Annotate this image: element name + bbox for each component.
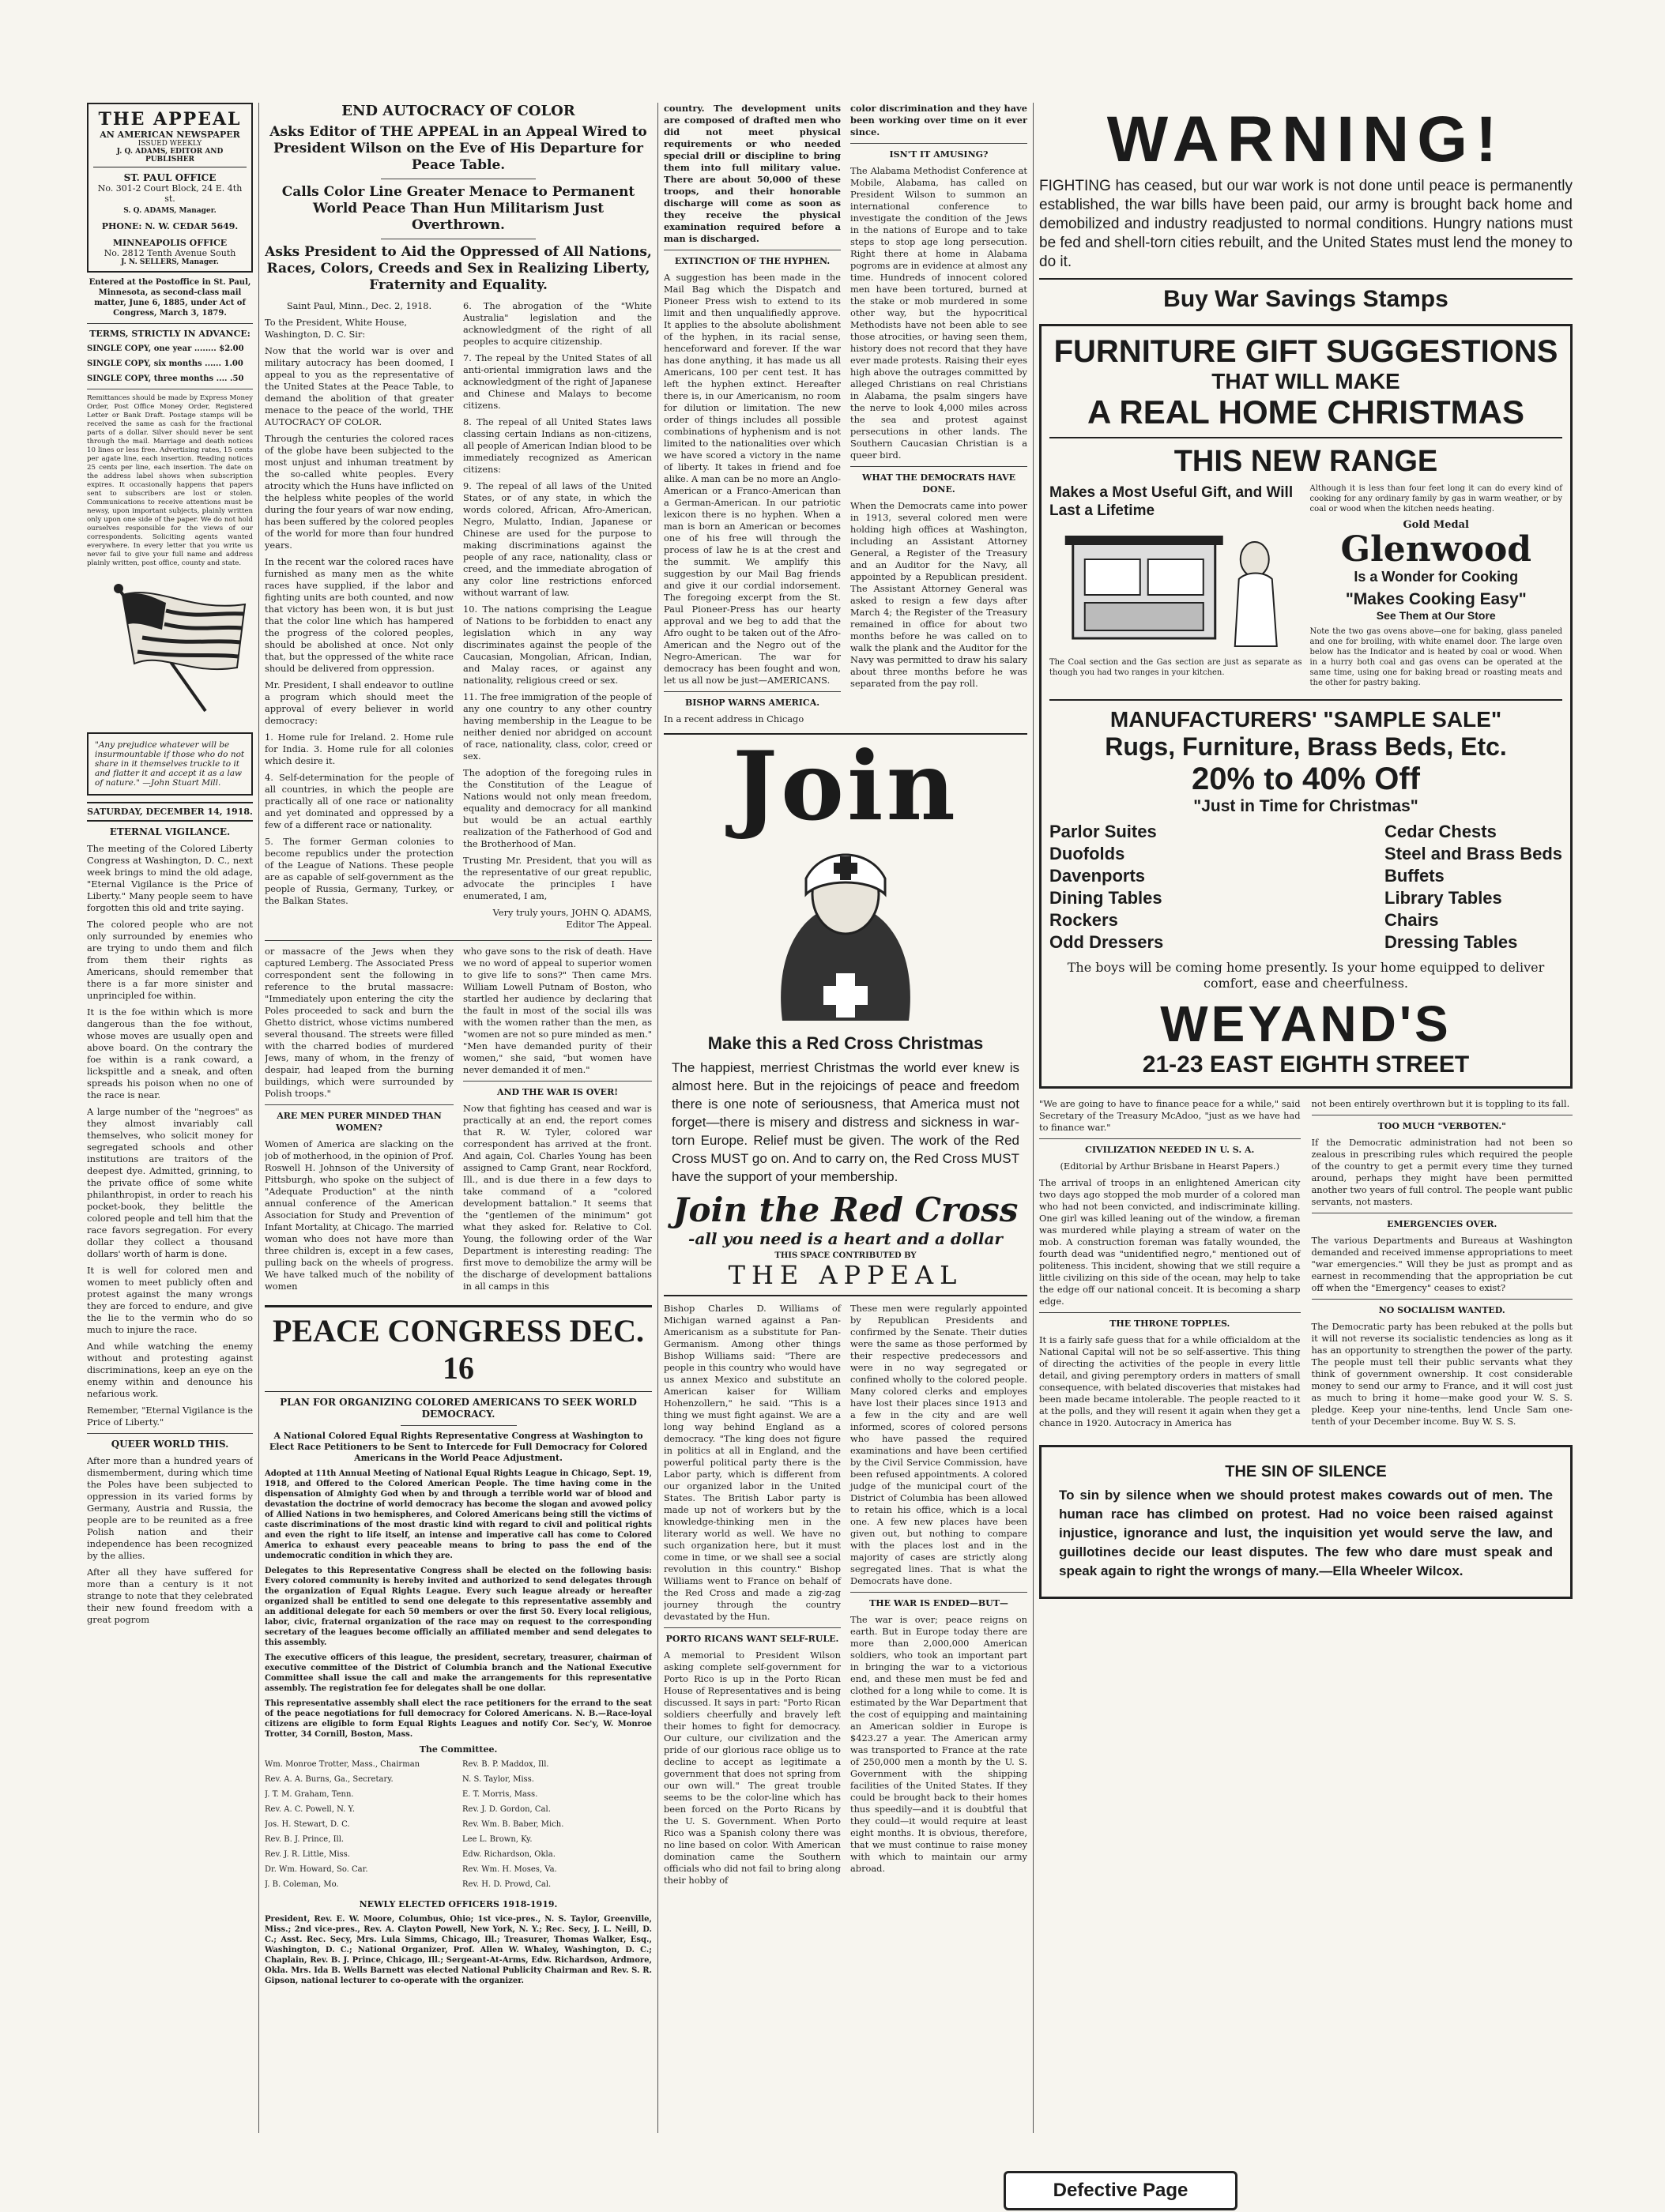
headline-peace-congress: PEACE CONGRESS DEC. 16 <box>265 1305 652 1392</box>
article-paragraph: It is a fairly safe guess that for a while officialdom at the National Capital will not be so self-assertive. This thing of directing the activities of the people in every little detail, and giving peremptory orders in matters of small consequence, with belated discoveries that mistakes had been made became intolerable. The people reacted to it at the polls, and they will resent it again when they get a chance in 1920. Autocracy in America has <box>1039 1334 1301 1428</box>
article-paragraph: The arrival of troops in an enlightened American city two days ago stopped the mob murder of a colored man who had not been convicted, and indiscriminate killing. One girl was killed leaning out of the window, a fireman was murdered while playing a stream of water on the mob. A construction foreman was fatally wounded, the fourth dead was "unidentified negro," mentioned out of politeness. This incident, showing that we still require a little civilizing on this side of the ocean, may help to take the edge off our national conceit. It is becoming a sharp edge. <box>1039 1177 1301 1307</box>
subhead: Calls Color Line Greater Menace to Permanent World Peace Than Hun Militarism Just Overthrown. <box>281 184 635 233</box>
article-paragraph: color discrimination and they have been working over time on it ever since. <box>850 103 1027 137</box>
headline-civilization: CIVILIZATION NEEDED IN U. S. A. <box>1085 1145 1255 1155</box>
red-cross-ad <box>664 733 1027 1296</box>
civ-byline: (Editorial by Arthur Brisbane in Hearst Papers.) <box>1060 1161 1280 1172</box>
headline-queer-world: QUEER WORLD THIS. <box>111 1439 229 1450</box>
furniture-item: Dining Tables <box>1049 888 1162 908</box>
column-rule <box>258 103 259 2133</box>
column-news <box>664 103 1027 1891</box>
gold-medal: Gold Medal <box>1403 519 1469 531</box>
officers-paragraph: President, Rev. E. W. Moore, Columbus, Ohio; 1st vice-pres., N. S. Taylor, Greenville, Miss.; 2nd vice-pres., Rev. A. Clayton Powell, New York, N. Y.; Rec. Secy, J. L. Neill, D. C.; Asst. Rec. Secy, Mrs. Lula Simms, Chicago, Ill.; Treasurer, Thomas Walker, Esq., Washington, D. C.; National Organizer, Prof. Allen W. Whaley, Washington, D. C.; Chaplain, Rev. B. J. Prince, Chicago, Ill.; Sergeant-At-Arms, Edw. Richardson, Ardmore, Okla. Mrs. Ida B. Wells Barnett was elected National Publicity Chairman and Rev. S. R. Gipson, national lecturer to co-operate with the organizer. <box>265 1915 652 1985</box>
sale-discount: 20% to 40% Off <box>1192 762 1420 796</box>
article-paragraph: "We are going to have to finance peace for a while," said Secretary of the Treasury McAdoo, "just as we have had to finance war." <box>1039 1098 1301 1133</box>
furniture-item: Duofolds <box>1049 844 1125 863</box>
warning-headline: WARNING! <box>1106 103 1505 175</box>
furniture-item: Cedar Chests <box>1384 822 1497 841</box>
article-paragraph: A large number of the "negroes" as they almost invariably call themselves, who solicit money for segregated schools and other institutions are traitors of the deepest dye. Admitted, grinning, to the private office of some white philanthropist, in order to reach his pocket-book, they belittle the colored people and tell him that the race favors segregation. For every dollar they collect a thousand dollars' worth of harm is done. <box>87 1106 253 1259</box>
warning-text: FIGHTING has ceased, but our war work is not done until peace is permanently established, the war bills have been paid, our army is brought back home and demobilized and industry readjusted to normal conditions. Hungry nations must be fed and shell-torn cities rebuilt, and the United States must lend the money to do it. <box>1039 178 1573 270</box>
coal-note: The Coal section and the Gas section are just as separate as though you had two ranges in your kitchen. <box>1049 658 1302 677</box>
committee-member: Rev. A. A. Burns, Ga., Secretary. <box>265 1775 394 1784</box>
range-tagline: Makes a Most Useful Gift, and Will Last a Lifetime <box>1049 484 1294 519</box>
st-paul-address: No. 301-2 Court Block, 24 E. 4th st. <box>97 183 243 204</box>
furniture-item: Parlor Suites <box>1049 822 1157 841</box>
letter-paragraph: 6. The abrogation of the "White Australia" legislation and the acknowledgment of the right of all peoples to acquire citizenship. <box>463 300 652 347</box>
mpls-office: MINNEAPOLIS OFFICE <box>112 238 228 248</box>
article-paragraph: These men were regularly appointed by Republican Presidents and confirmed by the Senate. Their duties were the same as those performed by their respective predecessors and were in no way segregated or confined wholly to the colored people. Many colored clerks and employes have lost their places since 1913 and a few in the city and are well informed, scores of colored persons who have passed the required examinations and have been certified by the Civil Service Commission, have been refused appointments. A colored judge of the municipal court of the District of Columbia has been allowed to retain his office, which is a local one. A few new places have been given out, but nothing to compare with the places lost and in the majority of cases are strictly along segregated lines. That is what the Democrats have done. <box>850 1303 1027 1586</box>
article-paragraph: who gave sons to the risk of death. Have we no word of appeal to superior women to give life to sons?" Then came Mrs. William Lowell Putnam of Boston, who startled her audience by declaring that the fault in most of the social ills was with the women rather than the men, as "women are not so pure minded as men." "Men have demanded purity of their women," she said, "but women have never demanded it of men." <box>463 946 652 1075</box>
headline-socialism: NO SOCIALISM WANTED. <box>1378 1305 1505 1315</box>
officers-heading: NEWLY ELECTED OFFICERS 1918-1919. <box>359 1899 558 1909</box>
sale-timing: "Just in Time for Christmas" <box>1193 797 1418 815</box>
rate-line: SINGLE COPY, six months ...... 1.00 <box>87 359 243 368</box>
committee-member: Rev. B. J. Prince, Ill. <box>265 1835 345 1844</box>
committee-member: Rev. J. R. Little, Miss. <box>265 1850 350 1859</box>
range-description: Although it is less than four feet long it can do every kind of cooking for any ordinary family by gas in warm weather, or by coal or wood when the kitchen needs heating. <box>1309 484 1562 514</box>
letter-paragraph: Trusting Mr. President, that you will as the representative of our great republic, advocate the principles I have enumerated, I am, <box>463 855 652 901</box>
column-rule <box>657 103 658 2133</box>
dateline: Saint Paul, Minn., Dec. 2, 1918. <box>286 300 432 311</box>
letter-right <box>463 300 652 935</box>
headline-amusing: ISN'T IT AMUSING? <box>889 149 989 160</box>
silence-text: To sin by silence when we should protest makes cowards out of men. The human race has climbed on protest. Had no voice been raised against injustice, ignorance and lust, the inquisition yet would serve the law, and guillotines decide our least disputes. The few who dare must speak and speak again to right the wrongs of many.—Ella Wheeler Wilcox. <box>1059 1488 1553 1578</box>
column-rule <box>1033 103 1034 2133</box>
column-ads <box>1039 103 1573 1599</box>
masthead-title: THE APPEAL <box>98 109 242 130</box>
committee-member: J. B. Coleman, Mo. <box>265 1880 339 1889</box>
headline-bishop: BISHOP WARNS AMERICA. <box>684 698 820 708</box>
furniture-item: Rockers <box>1049 910 1118 930</box>
furniture-subheading: THAT WILL MAKE <box>1211 369 1400 393</box>
furniture-item: Buffets <box>1384 866 1445 886</box>
range-heading: THIS NEW RANGE <box>1173 445 1438 478</box>
subhead: Asks Editor of THE APPEAL in an Appeal Wired to President Wilson on the Eve of His Departure for Peace Table. <box>269 124 647 173</box>
terms-heading: TERMS, STRICTLY IN ADVANCE: <box>89 329 251 339</box>
stove-icon <box>1049 520 1302 654</box>
article-paragraph: After more than a hundred years of dismemberment, during which time the Poles have been subjected to oppression in its varied forms by Germany, Austria and Russia, the people are to be reunited as a free Polish nation and their independence has been recognized by the allies. <box>87 1455 253 1561</box>
committee-member: J. T. M. Graham, Tenn. <box>265 1790 354 1799</box>
signature: Very truly yours, JOHN Q. ADAMS, Editor The Appeal. <box>492 907 652 930</box>
war-savings-stamps: Buy War Savings Stamps <box>1163 286 1448 312</box>
quote-text: "Any prejudice whatever will be insurmountable if those who do not share in it themselves truckle to it and flatter it and accept it as a law of nature." —John Stuart Mill. <box>95 740 245 788</box>
furniture-heading-2: A REAL HOME CHRISTMAS <box>1087 393 1524 431</box>
join-red-cross: Join the Red Cross <box>672 1191 1019 1229</box>
entered-notice: Entered at the Postoffice in St. Paul, Minnesota, as second-class mail matter, June 6, 1885, under Act of Congress, March 3, 1879. <box>89 278 251 318</box>
headline-purer: ARE MEN PURER MINDED THAN WOMEN? <box>277 1111 442 1133</box>
article-paragraph: When the Democrats came into power in 1913, several colored men were holding high offices at Washington, including an Assistant Attorney General, a Register of the Treasury and an Auditor for the Navy, all appointed by a Republican president. The Assistant Attorney General was asked to resign a few days after March 4; the Register of the Treasury remained in office for about two months before he was called on to walk the plank and the Auditor for the Navy was permitted to draw his salary about three months before he was separated from the pay roll. <box>850 500 1027 689</box>
furniture-ad <box>1039 324 1573 1089</box>
defective-page-stamp: Defective Page <box>1004 2171 1237 2210</box>
masthead-editor: J. Q. ADAMS, EDITOR AND PUBLISHER <box>93 148 247 167</box>
furniture-item: Davenports <box>1049 866 1146 886</box>
glenwood-tagline: Is a Wonder for Cooking <box>1354 569 1519 585</box>
committee-member: N. S. Taylor, Miss. <box>462 1775 534 1784</box>
headline-end-autocracy: END AUTOCRACY OF COLOR <box>341 103 575 119</box>
article-paragraph: A suggestion has been made in the Mail Bag which the Dispatch and Pioneer Press wish to extend to its limit and then unqualifiedly approve. It applies to the absolute abolishment of the hyphen, in its racial sense, henceforward and forever. If the war has done anything, it has made us all Americans, 100 per cent test. It has left the hyphen extinct. Hereafter there is, in our Americanism, no room for dilution or limitation. The new order of things includes all possible combinations of hyphenism and is not limited to the nationalities over which we have scored a victory in the name of liberty. It takes in friend and foe alike. A man can be no more an Anglo-American or a Franco-American than a German-American. In our patriotic lexicon there is no hyphen. When a man is born an American or becomes one of his free will through the process of law he is at the crest and the summit. We amplify this suggestion by our Mail Bag friends and give it our cordial indorsement. The foregoing excerpt from the St. Paul Pioneer-Press has our hearty approval and we beg to add that the Afro ought to be taken out of the Afro-American and the Negro out of the Negro-American. The war for democracy has been fought and won, let us all now be just—AMERICANS. <box>664 272 841 686</box>
furniture-item: Dressing Tables <box>1384 932 1518 952</box>
article-paragraph: The various Departments and Bureaus at Washington demanded and received immense appropriations to meet "war emergencies." Will they be just as prompt and as earnest in recommending that the appropriation be cut off when the "Emergency" ceases to exist? <box>1311 1235 1573 1293</box>
letter-paragraph: 9. The repeal of all laws of the United States, or of any state, in which the words colored, African, Afro-American, Negro, Mulatto, Indian, Japanese or Chinese are used for the purpose to making discriminations against the people of any race, nationality, class or creed, and the immediate abrogation of any color line restrictions enforced without warrant of law. <box>463 480 652 598</box>
headline-verboten: TOO MUCH "VERBOTEN." <box>1377 1121 1506 1131</box>
furniture-item: Library Tables <box>1384 888 1502 908</box>
newspaper-page <box>87 103 1573 2133</box>
letter-left <box>265 300 454 935</box>
sin-of-silence-box <box>1039 1445 1573 1599</box>
headline-democrats: WHAT THE DEMOCRATS HAVE DONE. <box>861 472 1015 495</box>
committee-member: Dr. Wm. Howard, So. Car. <box>265 1865 368 1874</box>
committee-list <box>265 1759 652 1894</box>
address: To the President, White House, Washington, D. C. Sir: <box>265 317 407 340</box>
letter-paragraph: 7. The repeal by the United States of all anti-oriental immigration laws and the acknowledgment of the right of Japanese and Chinese and Malays to become citizens. <box>463 352 652 411</box>
peace-subhead: PLAN FOR ORGANIZING COLORED AMERICANS TO SEEK WORLD DEMOCRACY. <box>280 1397 637 1420</box>
article-paragraph: It is well for colored men and women to meet publicly often and protest against the many wrongs they are forced to endure, and give the lie to the vermin who do so much to injure the race. <box>87 1265 253 1335</box>
letter-paragraph: The adoption of the foregoing rules in the Constitution of the League of Nations would not only mean freedom, equality and democracy for all mankind but would be an actual earthly realization of the Fatherhood of God and the Brotherhood of Man. <box>463 767 652 849</box>
peace-paragraph: Delegates to this Representative Congress shall be elected on the following basis: Every colored community is hereby invited and authorized to send delegates through the organization of Equal Rights League. Every such league already or hereafter organized shall be entitled to send one delegate to this representative assembly and an additional delegate for each 50 members or over the first 50. Every local religious, labor, civic, fraternal organization of the race may on request to the corresponding secretary of the leagues become officially an affiliated member and send delegates to this assembly. <box>265 1567 652 1647</box>
letter-paragraph: 10. The nations comprising the League of Nations to be forbidden to enact any legislation which in any way discriminates against the people of the Caucasian, Mongolian, African, Indian, and Malay races, or against any nationality, religious creed or sex. <box>463 604 652 686</box>
article-paragraph: If the Democratic administration had not been so zealous in prescribing rules which required the people of the country to get a permit every time they turned around, perhaps they might have been permitted another two years of full control. The people want public servants, not masters. <box>1311 1137 1573 1207</box>
article-paragraph: Bishop Charles D. Williams of Michigan warned against a Pan-Americanism as a substitute for Pan-Germanism. Among other things Bishop Williams said: "There are people in this country who would have us annex Mexico and substitute an American kaiser for William Hohenzollern," he said. "This is a thing we must fight against. We are a long way behind England as a democracy. "The king does not figure in politics at all in England, and the powerful political party there is the Labor party, which is different from our organized labor in the United States. The British Labor party is made up not of workers but by the knowledge-thinking men in the literary world as well. We have no such organization here, but it must come in time, or we shall see a social revolution in this country." Bishop Williams went to France on behalf of the Red Cross and made a zig-zag journey through the country devastated by the Hun. <box>664 1303 841 1622</box>
article-paragraph: It is the foe within which is more dangerous than the foe without, whose moves are usually open and above board. On the contrary the foe within is a rank coward, a lickspittle and a sneak, and often spreads his poison when no one of the race is near. <box>87 1006 253 1100</box>
rate-line: SINGLE COPY, three months .... .50 <box>87 374 244 383</box>
american-flag-icon <box>87 581 253 715</box>
furniture-list <box>1049 821 1562 954</box>
mill-quote <box>87 732 253 796</box>
phone: PHONE: N. W. CEDAR 5649. <box>101 221 239 231</box>
range-note: Note the two gas ovens above—one for baking, glass paneled and one for broiling, with white enamel door. The large oven below has the Indicator and is heated by coal or wood. When in a hurry both coal and gas ovens can be operated at the same time, using one for baking bread or roasting meats and the other for pastry baking. <box>1309 627 1562 687</box>
committee-member: E. T. Morris, Mass. <box>462 1790 538 1799</box>
committee-member: Jos. H. Stewart, D. C. <box>265 1820 350 1829</box>
letter-paragraph: 4. Self-determination for the people of all countries, in which the people are practically all of one race or nationality and yet dominated and oppressed by a few of a different race or nationality. <box>265 772 454 830</box>
mpls-address: No. 2812 Tenth Avenue South <box>104 248 236 258</box>
furniture-heading: FURNITURE GIFT SUGGESTIONS <box>1053 334 1558 369</box>
headline-eternal-vigilance: ETERNAL VIGILANCE. <box>109 826 231 837</box>
subscriber-notices: Remittances should be made by Express Money Order, Post Office Money Order, Registered Letter or Bank Draft. Postage stamps will be received the same as cash for the fractional parts of a dollar. Silver should never be sent through the mail. Marriage and death notices 10 lines or less free. Advertising rates, 15 cents per agate line, each insertion. Reading notices 25 cents per line, each insertion. The date on the address label shows when subscription expires. It occasionally happens that papers sent to subscribers are lost or stolen. Communications to receive attentions must be newsy, upon important subjects, plainly written only upon one side of the paper. We do not hold ourselves responsible for the views of our correspondents. Soliciting agents wanted everywhere. In every letter that you write us never fail to give your full name and address plainly written, post office, county and state. <box>87 394 253 567</box>
masthead-subtitle: AN AMERICAN NEWSPAPER <box>100 130 240 140</box>
furniture-item: Steel and Brass Beds <box>1384 844 1562 863</box>
committee-member: Rev. H. D. Prowd, Cal. <box>462 1880 552 1889</box>
article-paragraph: The Democratic party has been rebuked at the polls but it will not reverse its socialistic tendencies as long as it has an opportunity to strengthen the power of the party. The people must tell their public servants what they think of government ownership. It cost considerable money to send our army to France, and it will cost just as much to bring it home—make good your W. S. S. pledge. Keep your nine-tenths, lend Uncle Sam one-tenth of your December income. Buy W. S. S. <box>1311 1321 1573 1427</box>
join-body: The happiest, merriest Christmas the world ever knew is almost here. But in the rejoicings of peace and freedom there is one note of seriousness, that America must not forget—there is misery and distress and sickness in war-torn Europe. Relief must be given. The work of the Red Cross MUST go on. And to carry on, the Red Cross MUST have the support of your membership. <box>672 1060 1019 1184</box>
letter-paragraph: 1. Home rule for Ireland. 2. Home rule for India. 3. Home rule for all colonies which desire it. <box>265 732 454 766</box>
peace-paragraph: This representative assembly shall elect the race petitioners for the errand to the seat of the peace negotiations for full democracy for Colored Americans. N. B.—Race-loyal citizens are eligible to form Equal Rights Leagues and notify Cor. Sec'y, W. Monroe Trotter, 34 Cornill, Boston, Mass. <box>265 1699 652 1739</box>
committee-member: Wm. Monroe Trotter, Mass., Chairman <box>265 1760 420 1769</box>
committee-member: Lee L. Brown, Ky. <box>462 1835 533 1844</box>
column-editorial <box>265 103 652 1991</box>
glenwood-brand: Glenwood <box>1340 529 1532 570</box>
article-paragraph: The colored people who are not only surrounded by enemies who are trying to undo them and filch from them their rights as Americans, should remember that there is a far more sinister and unprincipled foe within. <box>87 919 253 1001</box>
headline-porto-rico: PORTO RICANS WANT SELF-RULE. <box>665 1634 839 1644</box>
article-paragraph: or massacre of the Jews when they captured Lemberg. The Associated Press correspondent sent the following in reference to the brutal massacre: "Immediately upon entering the city the Poles proceeded to sack and burn the Ghetto district, whose victims numbered several thousand. The streets were filled with the charred bodies of murdered Jews, many of whom, in the frenzy of despair, had leaped from the burning buildings, which were surrounded by Polish troops." <box>265 946 454 1099</box>
article-paragraph: country. The development units are composed of drafted men who did not meet physical requirements or who needed special drill or discipline to bring them into full military value. There are about 50,000 of these troops, and their honorable discharge will come as soon as they receive the physical examination required before a man is discharged. <box>664 103 841 244</box>
letter-paragraph: In the recent war the colored races have furnished as many men as the white races have supplied, if the labor and fighting units are both counted, and now that victory has been won, it is but just that the color line which has hampered the progress of the colored peoples, should be abolished at once. Not only that, but the oppressed of the white race should be delivered from oppression. <box>265 556 454 674</box>
sample-sale-heading: MANUFACTURERS' "SAMPLE SALE" <box>1109 707 1502 732</box>
join-subline: -all you need is a heart and a dollar <box>688 1229 1003 1248</box>
article-paragraph: Now that fighting has ceased and war is practically at an end, the report comes that R. W. Tyler, colored war correspondent has arrived at the front. And again, Col. Charles Young has been assigned to Camp Grant, near Rockford, Ill., and is due there in a few days to take command of a "colored development battalion." It seems that the "gentlemen of the minimum" got what they asked for. Relative to Col. Young, the following order of the War Department is interesting reading: The first move to demobilize the army will be the discharge of development battalions in all camps in this <box>463 1103 652 1292</box>
article-paragraph: After all they have suffered for more than a century is it not strange to note that they celebrated their new found freedom with a great pogrom <box>87 1567 253 1625</box>
committee-member: Rev. B. P. Maddox, Ill. <box>462 1760 549 1769</box>
red-cross-nurse-icon <box>682 839 1009 1021</box>
headline-emergencies: EMERGENCIES OVER. <box>1387 1219 1497 1229</box>
peace-paragraph: Adopted at 11th Annual Meeting of National Equal Rights League in Chicago, Sept. 19, 1918, and Offered to the Colored American People. The time having come in the dispensation of Almighty God when by and through a terrible world war of blood and devastation the doctrine of world democracy has become the slogan and avowed policy of Allied Nations in two hemispheres, and Colored Americans being still the victims of caste discriminations of the most drastic kind with regard to civil and political rights and even the right to life itself, an intense and imperative call has come to Colored America to exhaust every peaceable means to bring to pass the end of the undemocratic condition in which they are. <box>265 1469 652 1560</box>
article-paragraph: not been entirely overthrown but it is toppling to its fall. <box>1311 1098 1570 1109</box>
subhead: Asks President to Aid the Oppressed of All Nations, Races, Colors, Creeds and Sex in Realizing Liberty, Fraternity and Equality. <box>265 244 652 293</box>
issue-date: SATURDAY, DECEMBER 14, 1918. <box>87 802 253 822</box>
furniture-item: Chairs <box>1384 910 1439 930</box>
letter-paragraph: 11. The free immigration of the people of any one country to any other country having membership in the League to be neither denied nor abridged on account of race, nationality, class, color, creed or sex. <box>463 691 652 762</box>
article-paragraph: In a recent address in Chicago <box>664 713 804 724</box>
join-title: Join <box>733 731 959 842</box>
silence-heading: THE SIN OF SILENCE <box>1225 1463 1387 1480</box>
sale-items: Rugs, Furniture, Brass Beds, Etc. <box>1105 732 1507 761</box>
peace-deck: A National Colored Equal Rights Representative Congress at Washington to Elect Race Petitioners to be Sent to Intercede for Full Democracy for Colored Americans in the World Peace Adjustment. <box>269 1431 648 1463</box>
committee-member: Rev. J. D. Gordon, Cal. <box>462 1805 551 1814</box>
headline-hyphen: EXTINCTION OF THE HYPHEN. <box>674 256 831 266</box>
article-paragraph: Women of America are slacking on the job of motherhood, in the opinion of Prof. Roswell H. Johnson of the University of Pittsburgh, who spoke on the subject of "Adequate Production" at the ninth annual conference of the American Association for Study and Prevention of Infant Mortality, at Chicago. The married woman who does not have more than three children is, except in a few cases, pulling back on the wheels of progress. We have talked much of the nobility of women <box>265 1138 454 1292</box>
join-tagline: Make this a Red Cross Christmas <box>707 1033 984 1053</box>
article-paragraph: The Alabama Methodist Conference at Mobile, Alabama, has called on President Wilson to summon an international conference to investigate the condition of the Jews in the nations of Europe and to take steps to stop age long persecution. Right there at home in Alabama pogroms are in evidence at almost any time. Hundreds of innocent colored men have been tortured, burned at the stake or mob murdered in some other way, but the hypocritical Methodists have not been able to see those atrocities, or having seen them, history does not record that they have ever made protests. Raising their eyes high above the outrages committed by alleged Christians on real Christians in Alabama, the psalm singers have the nerve to look 4,000 miles across the sea and protest against persecutions in other lands. The Southern Caucasian Christian is a queer bird. <box>850 165 1027 461</box>
furniture-item: Odd Dressers <box>1049 932 1164 952</box>
letter-paragraph: Now that the world war is over and military autocracy has been doomed, I appeal to you as the representative of the United States at the Peace Table, to demand the abolition of that greater menace to the peace of the world, THE AUTOCRACY OF COLOR. <box>265 345 454 427</box>
column-masthead <box>87 103 253 1631</box>
rate-line: SINGLE COPY, one year ........ $2.00 <box>87 344 244 353</box>
committee-member: Edw. Richardson, Okla. <box>462 1850 556 1859</box>
headline-war-ended: THE WAR IS ENDED—BUT— <box>869 1598 1008 1608</box>
committee-member: Rev. Wm. B. Baber, Mich. <box>462 1820 564 1829</box>
contributed-by: THIS SPACE CONTRIBUTED BY <box>774 1251 917 1260</box>
st-paul-office: ST. PAUL OFFICE <box>123 172 217 183</box>
letter-paragraph: 5. The former German colonies to become republics under the protection of the League of Nations. These people are as capable of self-government as the people of Russia, Germany, Turkey, or the Balkan States. <box>265 836 454 906</box>
article-paragraph: The war is over; peace reigns on earth. But in Europe today there are more than 2,000,000 American soldiers, who took an important part in bringing the war to a victorious end, and these men must be fed and clothed for a long while to come. It is estimated by the War Department that the cost of equipping and maintaining an American soldier in Europe is $423.27 a year. The American army was transported to France at the rate of 250,000 men a month by the U. S. Government with the shipping facilities of the United States. If they could be brought back to their homes thus speedily—and it is doubtful that they could—it would require at least eight months. It is obvious, therefore, that we must continue to raise money with which to maintain our army abroad. <box>850 1614 1027 1874</box>
article-paragraph: The meeting of the Colored Liberty Congress at Washington, D. C., next week brings to mind the old adage, "Eternal Vigilance is the Price of Liberty." Many people seem to have forgotten this old and trite saying. <box>87 843 253 913</box>
committee-member: Rev. Wm. H. Moses, Va. <box>462 1865 557 1874</box>
article-paragraph: And while watching the enemy without and protesting against discriminations, keep an eye on the enemy within and denounce his nefarious work. <box>87 1341 253 1399</box>
peace-paragraph: The executive officers of this league, the president, secretary, treasurer, chairman of executive committee of the District of Columbia branch and the National Executive Committee shall issue the call and make the arrangements for this representative assembly. The registration fee for delegates shall be one dollar. <box>265 1653 652 1693</box>
committee-member: Rev. A. C. Powell, N. Y. <box>265 1805 356 1814</box>
contributor-name: THE APPEAL <box>664 1260 1027 1296</box>
st-paul-manager: S. Q. ADAMS, Manager. <box>123 207 217 215</box>
postal-entry <box>87 277 253 568</box>
committee-heading: The Committee. <box>419 1744 498 1755</box>
see-store: See Them at Our Store <box>1376 609 1496 622</box>
article-paragraph: Remember, "Eternal Vigilance is the Price of Liberty." <box>87 1405 253 1428</box>
masthead <box>87 103 253 273</box>
cooking-easy: "Makes Cooking Easy" <box>1345 590 1527 608</box>
mpls-manager: J. N. SELLERS, Manager. <box>121 258 219 266</box>
headline-throne: THE THRONE TOPPLES. <box>1109 1319 1230 1329</box>
letter-paragraph: 8. The repeal of all United States laws classing certain Indians as non-citizens, all people of American Indian blood to be immediately recognized as American citizens: <box>463 416 652 475</box>
article-paragraph: A memorial to President Wilson asking complete self-government for Porto Rico is up in the Porto Rican House of Representatives and is being discussed. It says in part: "Porto Rican soldiers cheerfully and bravely left their homes to fight for democracy. Our culture, our civilization and the pride of our glorious race oblige us to decline to accept as legitimate a government that does not spring from our own will." The great trouble seems to be the color-line which has been forced on the Porto Ricans by the U. S. Government. When Porto Rico was a Spanish colony there was no line based on color. With American domination came the Southern officials who did not fail to bring along their hobby of <box>664 1650 841 1886</box>
masthead-issued: ISSUED WEEKLY <box>137 140 202 148</box>
letter-paragraph: Mr. President, I shall endeavor to outline a program which should meet the approval of every believer in world democracy: <box>265 679 454 726</box>
headline-war-over: AND THE WAR IS OVER! <box>496 1087 619 1097</box>
boys-coming-home: The boys will be coming home presently. Is your home equipped to deliver comfort, ease and cheerfulness. <box>1067 960 1545 991</box>
weyands-store: WEYAND'S <box>1160 995 1452 1052</box>
letter-paragraph: Through the centuries the colored races of the globe have been subjected to the most unjust and inhuman treatment by the so-called white peoples. Every atrocity which the Huns have inflicted on the helpless white peoples of the world during the four years of war now ending, has been suffered by the colored peoples of the world for more than four hundred years. <box>265 433 454 551</box>
weyands-address: 21-23 EAST EIGHTH STREET <box>1142 1051 1470 1078</box>
